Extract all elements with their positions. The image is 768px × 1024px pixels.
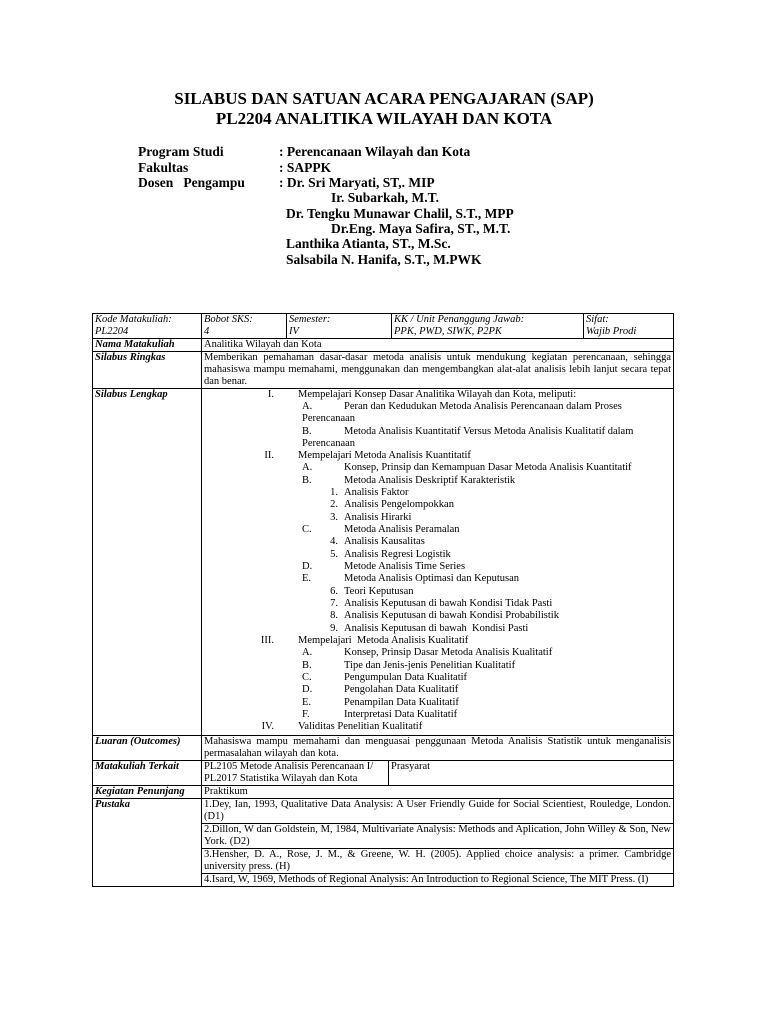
full-syllabus-label: Silabus Lengkap [93, 389, 202, 736]
lecturer-4: Dr.Eng. Maya Safira, ST., M.T. [331, 221, 511, 236]
lecturer-3: Dr. Tengku Munawar Chalil, S.T., MPP [286, 206, 514, 221]
outline-item: Konsep, Prinsip Dasar Metoda Analisis Kualitatif [344, 647, 553, 658]
course-name-value: Analitika Wilayah dan Kota [202, 339, 674, 352]
outline-item: Metoda Analisis Kuantitatif Versus Metoda Analisis Kualitatif dalam [344, 426, 634, 437]
course-code-value: PL2204 [95, 326, 129, 337]
outline-num: A. [302, 462, 313, 473]
outline-num: 9. [330, 623, 338, 634]
outline-num: II. [264, 450, 274, 461]
outline-item: Analisis Regresi Logistik [344, 549, 451, 560]
outline-num: E. [302, 573, 312, 584]
responsible-unit-label: KK / Unit Penanggung Jawab: [394, 314, 525, 325]
outline-item: Perencanaan [302, 413, 356, 424]
outline-num: B. [302, 426, 312, 437]
outline-num: D. [302, 684, 313, 695]
lecturer-5: Lanthika Atianta, ST., M.Sc. [286, 236, 451, 251]
reference-number: 4. [204, 874, 212, 885]
outline-num: E. [302, 697, 312, 708]
outline-num: III. [260, 635, 274, 646]
faculty-value: : SAPPK [279, 160, 332, 175]
lecturer-label: Dosen Pengampu [138, 175, 245, 190]
table-row [93, 786, 674, 799]
course-title: PL2204 ANALITIKA WILAYAH DAN KOTA [215, 109, 553, 128]
outline-item: Konsep, Prinsip dan Kemampuan Dasar Metoda Analisis Kuantitatif [344, 462, 632, 473]
outline-num: 4. [330, 536, 338, 547]
reference-number: 3. [204, 849, 212, 860]
outline-item: Metoda Analisis Peramalan [344, 524, 460, 535]
credits-value: 4 [204, 326, 210, 337]
outline-item: Penampilan Data Kualitatif [344, 697, 459, 708]
outline-num: 7. [330, 598, 338, 609]
outline-item: Teori Keputusan [344, 586, 414, 597]
semester-value: IV [289, 326, 299, 337]
table-row [93, 352, 674, 389]
outline-item: Analisis Keputusan di bawah Kondisi Tidak Pasti [344, 598, 553, 609]
semester-cell [287, 314, 392, 338]
references-label: Pustaka [93, 799, 202, 887]
responsible-unit-value: PPK, PWD, SIWK, P2PK [394, 326, 502, 337]
outcomes-label: Luaran (Outcomes) [93, 736, 202, 761]
outline-num: B. [302, 475, 312, 486]
credits-label: Bobot SKS: [204, 314, 253, 325]
reference-number: 1. [204, 799, 212, 810]
outline-num: B. [302, 660, 312, 671]
outline-item: Analisis Keputusan di bawah Kondisi Pasti [344, 623, 529, 634]
syllabus-outline [204, 389, 671, 735]
course-name-label: Nama Matakuliah [93, 339, 202, 352]
related-course-split [202, 761, 673, 785]
outline-item: Analisis Hirarki [344, 512, 412, 523]
related-course-type: Prasyarat [391, 761, 431, 772]
outline-item: Mempelajari Metoda Analisis Kuantitatif [298, 450, 471, 461]
outline-num: 3. [330, 512, 338, 523]
outline-num: A. [302, 401, 313, 412]
table-row [93, 339, 674, 352]
reference-text: Hensher, D. A., Rose, J. M., & Greene, W. H. (2005). Applied choice analysis: a primer. Cambridge university press. (H) [204, 849, 671, 872]
support-activity-value: Praktikum [202, 786, 674, 799]
reference-number: 2. [204, 824, 212, 835]
lecturer-6: Salsabila N. Hanifa, S.T., M.PWK [286, 252, 482, 267]
credits-cell [202, 314, 287, 338]
semester-label: Semester: [289, 314, 331, 325]
outline-item: Metoda Analisis Deskriptif Karakteristik [344, 475, 516, 486]
outline-num: C. [302, 672, 312, 683]
outline-item: Peran dan Kedudukan Metoda Analisis Perencanaan dalam Proses [344, 401, 622, 412]
lecturer-1: : Dr. Sri Maryati, ST,. MIP [279, 175, 435, 190]
outline-num: A. [302, 647, 313, 658]
reference-text: Dey, Ian, 1993, Qualitative Data Analysis: A User Friendly Guide for Social Scientiest, Rouledge, London. (D1) [204, 799, 671, 822]
table-row [93, 389, 674, 736]
program-label: Program Studi [138, 144, 224, 159]
outline-item: Analisis Pengelompokkan [344, 499, 454, 510]
outline-item: Perencanaan [302, 438, 356, 449]
table-row [93, 736, 674, 761]
outline-num: I. [267, 389, 274, 400]
outline-num: 2. [330, 499, 338, 510]
outline-num: D. [302, 561, 313, 572]
outline-num: C. [302, 524, 312, 535]
outline-num: 6. [330, 586, 338, 597]
outline-num: 1. [330, 487, 338, 498]
reference-item [202, 799, 674, 824]
outline-item: Interpretasi Data Kualitatif [344, 709, 458, 720]
outline-item: Pengolahan Data Kualitatif [344, 684, 459, 695]
outline-item: Metoda Analisis Optimasi dan Keputusan [344, 573, 519, 584]
course-type-cell [584, 314, 638, 338]
related-course-value: PL2105 Metode Analisis Perencanaan I/ PL2017 Statistika Wilayah dan Kota [202, 761, 389, 785]
outline-item: Analisis Keputusan di bawah Kondisi Probabilistik [344, 610, 559, 621]
outline-item: Validitas Penelitian Kualitatif [298, 721, 423, 732]
outline-item: Mempelajari Metoda Analisis Kualitatif [298, 635, 469, 646]
full-syllabus-cell [202, 389, 674, 736]
reference-item [202, 849, 674, 874]
reference-text: Dillon, W dan Goldstein, M, 1984, Multivariate Analysis: Methods and Aplication, John Willey & Son, New York. (D2) [204, 824, 671, 847]
related-course-label: Matakuliah Terkait [93, 761, 202, 786]
lecturer-2: Ir. Subarkah, M.T. [331, 190, 440, 205]
outline-num: F. [302, 709, 310, 720]
course-type-value: Wajib Prodi [586, 326, 637, 337]
table-row [93, 761, 674, 786]
course-code-cell [93, 314, 202, 339]
outline-item: Pengumpulan Data Kualitatif [344, 672, 468, 683]
short-syllabus-value: Memberikan pemahaman dasar-dasar metoda analisis untuk mendukung kegiatan perencanaan, sehingga mahasiswa mampu memahami, menggunakan dan mengembangkan alat-alat analisis lebih lanjut secara tepat dan benar. [202, 352, 674, 389]
outline-num: 5. [330, 549, 338, 560]
program-value: : Perencanaan Wilayah dan Kota [279, 144, 471, 159]
outline-item: Metode Analisis Time Series [344, 561, 466, 572]
outcomes-value: Mahasiswa mampu memahami dan menguasai penggunaan Metoda Analisis Statistik untuk menganalisis permasalahan wilayah dan kota. [202, 736, 674, 761]
reference-item [202, 824, 674, 849]
outline-item: Tipe dan Jenis-jenis Penelitian Kualitatif [344, 660, 516, 671]
responsible-unit-cell [392, 314, 584, 338]
outline-item: Analisis Kausalitas [344, 536, 425, 547]
course-code-label: Kode Matakuliah: [95, 314, 172, 325]
support-activity-label: Kegiatan Penunjang [93, 786, 202, 799]
syllabus-table [92, 313, 674, 887]
reference-text: Isard, W, 1969, Methods of Regional Analysis: An Introduction to Regional Science, The MIT Press. (I) [211, 874, 649, 885]
course-type-label: Sifat: [586, 314, 609, 325]
outline-item: Mempelajari Konsep Dasar Analitika Wilayah dan Kota, meliputi: [298, 389, 577, 400]
outline-num: IV. [261, 721, 274, 732]
course-meta-row [202, 314, 673, 338]
reference-item [202, 874, 674, 887]
table-row [93, 799, 674, 824]
table-row [93, 314, 674, 339]
document-title: SILABUS DAN SATUAN ACARA PENGAJARAN (SAP) [174, 89, 594, 108]
short-syllabus-label: Silabus Ringkas [93, 352, 202, 389]
faculty-label: Fakultas [138, 160, 189, 175]
outline-item: Analisis Faktor [344, 487, 409, 498]
outline-num: 8. [330, 610, 338, 621]
